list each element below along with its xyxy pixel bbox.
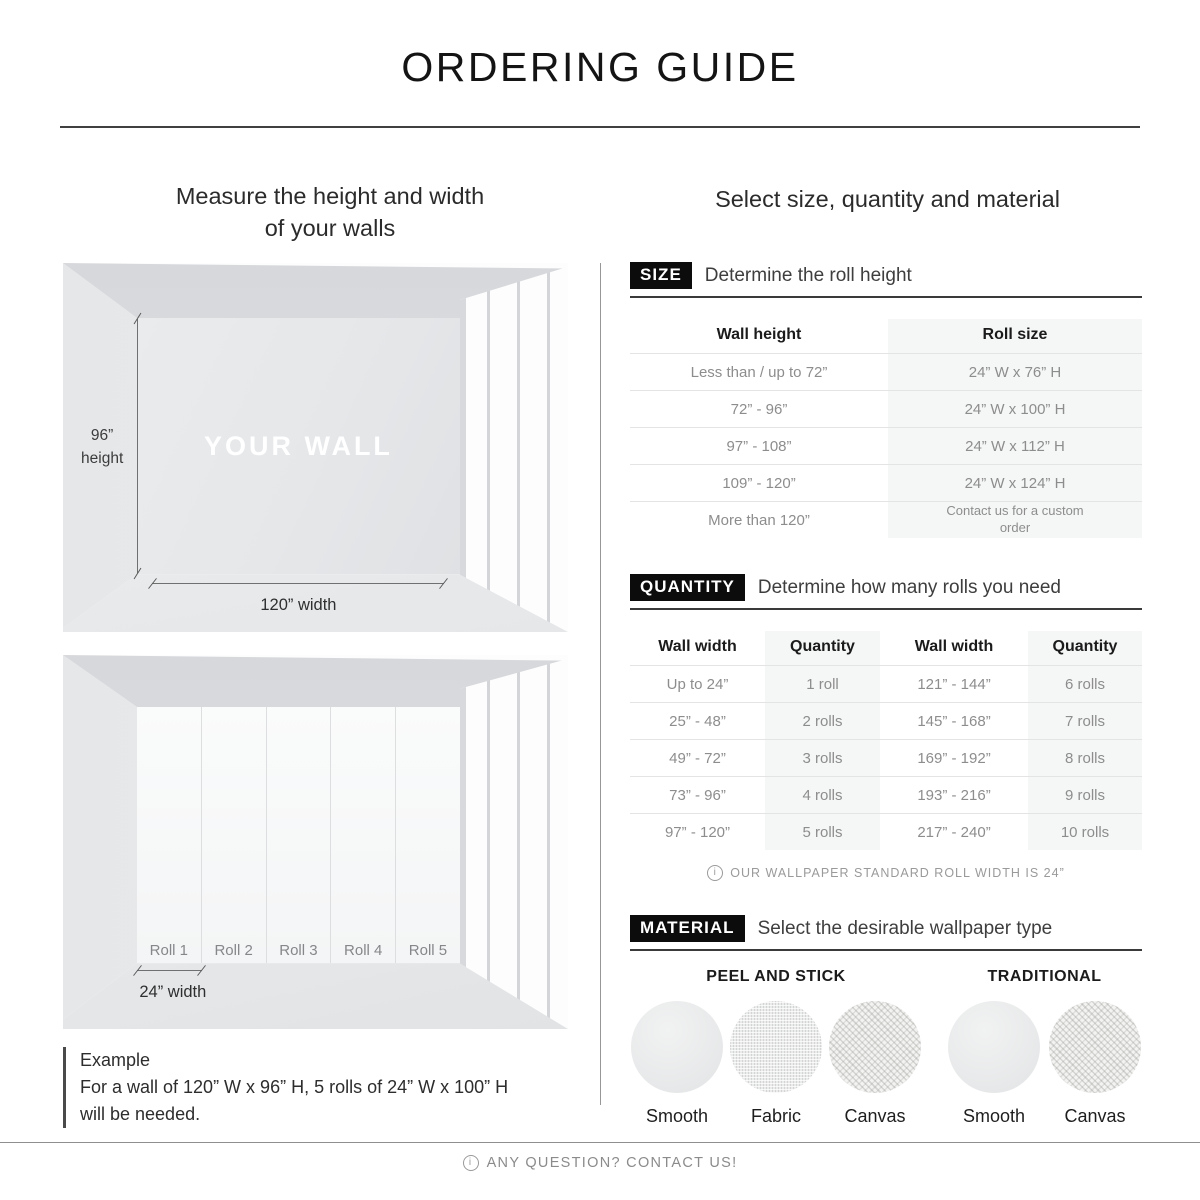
height-measure-line <box>137 319 138 573</box>
size-col-header-wall: Wall height <box>716 326 802 343</box>
title-divider <box>60 126 1140 128</box>
example-line1: For a wall of 120” W x 96” H, 5 rolls of 24” W x 100” H <box>80 1077 509 1097</box>
qty-col-header: Quantity <box>1028 631 1142 665</box>
qty-col-header: Quantity <box>765 631 880 665</box>
quantity-section-header <box>630 574 1142 610</box>
room-window <box>460 655 568 1029</box>
roll-panel <box>331 707 396 963</box>
quantity-section <box>630 574 1142 881</box>
qty-cell: 3 rolls <box>765 739 880 776</box>
qty-cell: 217” - 240” <box>880 813 1028 850</box>
size-cell-roll <box>888 501 1142 538</box>
material-group-title: PEEL AND STICK <box>706 968 846 985</box>
qty-cell: 97” - 120” <box>630 813 765 850</box>
left-column-heading <box>60 181 600 244</box>
swatch-canvas <box>828 1001 922 1127</box>
column-divider <box>600 263 601 1105</box>
room-illustration-rolls <box>63 655 568 1029</box>
roll-width-note-text: OUR WALLPAPER STANDARD ROLL WIDTH IS 24” <box>730 866 1065 880</box>
size-table <box>630 319 1142 538</box>
qty-cell: 4 rolls <box>765 776 880 813</box>
roll-panel-label: Roll 1 <box>149 942 189 960</box>
roll-panel <box>202 707 267 963</box>
roll-panel <box>267 707 332 963</box>
fabric-texture-swatch <box>730 1001 822 1093</box>
qty-cell: 2 rolls <box>765 702 880 739</box>
canvas-texture-swatch <box>829 1001 921 1093</box>
qty-cell: 73” - 96” <box>630 776 765 813</box>
canvas-texture-swatch <box>1049 1001 1141 1093</box>
material-section-header <box>630 915 1142 951</box>
material-group-traditional <box>946 968 1143 1127</box>
size-cell-roll: 24” W x 124” H <box>888 464 1142 501</box>
size-section-header <box>630 262 1142 298</box>
qty-cell: 9 rolls <box>1028 776 1142 813</box>
room-illustration-measure <box>63 263 568 632</box>
qty-cell: 49” - 72” <box>630 739 765 776</box>
qty-col-header: Wall width <box>658 638 737 655</box>
wall-height-word: height <box>81 449 124 467</box>
qty-cell: 121” - 144” <box>880 665 1028 702</box>
size-cell-roll: 24” W x 100” H <box>888 390 1142 427</box>
info-icon: i <box>463 1155 479 1171</box>
material-groups <box>630 968 1142 1127</box>
material-badge: MATERIAL <box>630 915 745 942</box>
size-cell-wall: Less than / up to 72” <box>630 353 888 390</box>
qty-cell: 169” - 192” <box>880 739 1028 776</box>
roll-panel-label: Roll 4 <box>344 942 383 960</box>
material-group-title: TRADITIONAL <box>987 968 1102 985</box>
qty-cell: 6 rolls <box>1028 665 1142 702</box>
example-title: Example <box>80 1050 151 1070</box>
roll-width-label: 24” width <box>139 982 207 1001</box>
roll-width-measure-line <box>137 970 202 971</box>
quantity-table <box>630 631 1142 850</box>
qty-cell: 10 rolls <box>1028 813 1142 850</box>
swatch-canvas <box>1047 1001 1143 1127</box>
example-line2: will be needed. <box>80 1104 201 1124</box>
qty-cell: Up to 24” <box>630 665 765 702</box>
width-measure-line <box>152 583 444 584</box>
right-column-heading: Select size, quantity and material <box>715 186 1060 212</box>
roll-panel <box>137 707 202 963</box>
left-heading-line1: Measure the height and width <box>175 183 485 209</box>
swatch-row <box>946 1001 1143 1127</box>
roll-panel-label: Roll 2 <box>214 942 253 960</box>
roll-panel-label: Roll 5 <box>408 942 448 960</box>
wall-height-value: 96” <box>90 427 114 445</box>
qty-cell: 25” - 48” <box>630 702 765 739</box>
swatch-smooth <box>946 1001 1042 1127</box>
your-wall <box>137 318 460 574</box>
size-cell-wall: 97” - 108” <box>630 427 888 464</box>
example-note <box>63 1047 585 1128</box>
swatch-label: Canvas <box>1064 1106 1126 1126</box>
material-subtitle: Select the desirable wallpaper type <box>757 917 1053 939</box>
roll-panel-label: Roll 3 <box>279 942 318 960</box>
quantity-badge: QUANTITY <box>630 574 745 601</box>
size-cell-wall: More than 120” <box>630 501 888 538</box>
smooth-texture-swatch <box>948 1001 1040 1093</box>
qty-cell: 1 roll <box>765 665 880 702</box>
wallpaper-panels <box>137 707 460 963</box>
swatch-label: Smooth <box>645 1106 709 1126</box>
size-cell-wall: 109” - 120” <box>630 464 888 501</box>
swatch-fabric <box>729 1001 823 1127</box>
size-badge: SIZE <box>630 262 692 289</box>
swatch-row <box>630 1001 922 1127</box>
swatch-label: Fabric <box>750 1106 801 1126</box>
roll-width-note <box>630 865 1142 881</box>
page-title: ORDERING GUIDE <box>401 44 799 90</box>
size-section <box>630 262 1142 538</box>
roll-panel <box>396 707 460 963</box>
qty-cell: 5 rolls <box>765 813 880 850</box>
left-heading-line2: of your walls <box>264 214 396 241</box>
swatch-label: Smooth <box>962 1106 1026 1126</box>
qty-cell: 7 rolls <box>1028 702 1142 739</box>
size-col-header-roll: Roll size <box>888 319 1142 353</box>
wall-width-label: 120” width <box>260 595 337 614</box>
smooth-texture-swatch <box>631 1001 723 1093</box>
wall-height-label <box>68 425 136 470</box>
size-cell-wall: 72” - 96” <box>630 390 888 427</box>
material-section <box>630 915 1142 1127</box>
info-icon: i <box>707 865 723 881</box>
footer-divider <box>0 1142 1200 1143</box>
qty-cell: 8 rolls <box>1028 739 1142 776</box>
footer-contact <box>0 1155 1200 1171</box>
qty-col-header: Wall width <box>914 638 994 655</box>
swatch-label: Canvas <box>844 1106 906 1126</box>
size-cell-roll: 24” W x 76” H <box>888 353 1142 390</box>
custom-order-note: Contact us for a custom order <box>946 503 1084 535</box>
qty-cell: 145” - 168” <box>880 702 1028 739</box>
qty-cell: 193” - 216” <box>880 776 1028 813</box>
room-window <box>460 263 568 632</box>
size-subtitle: Determine the roll height <box>704 264 912 286</box>
material-group-peel-and-stick <box>630 968 922 1127</box>
swatch-smooth <box>630 1001 724 1127</box>
size-cell-roll: 24” W x 112” H <box>888 427 1142 464</box>
footer-contact-text: ANY QUESTION? CONTACT US! <box>486 1155 738 1171</box>
quantity-subtitle: Determine how many rolls you need <box>757 576 1061 598</box>
your-wall-label: YOUR WALL <box>203 430 393 461</box>
